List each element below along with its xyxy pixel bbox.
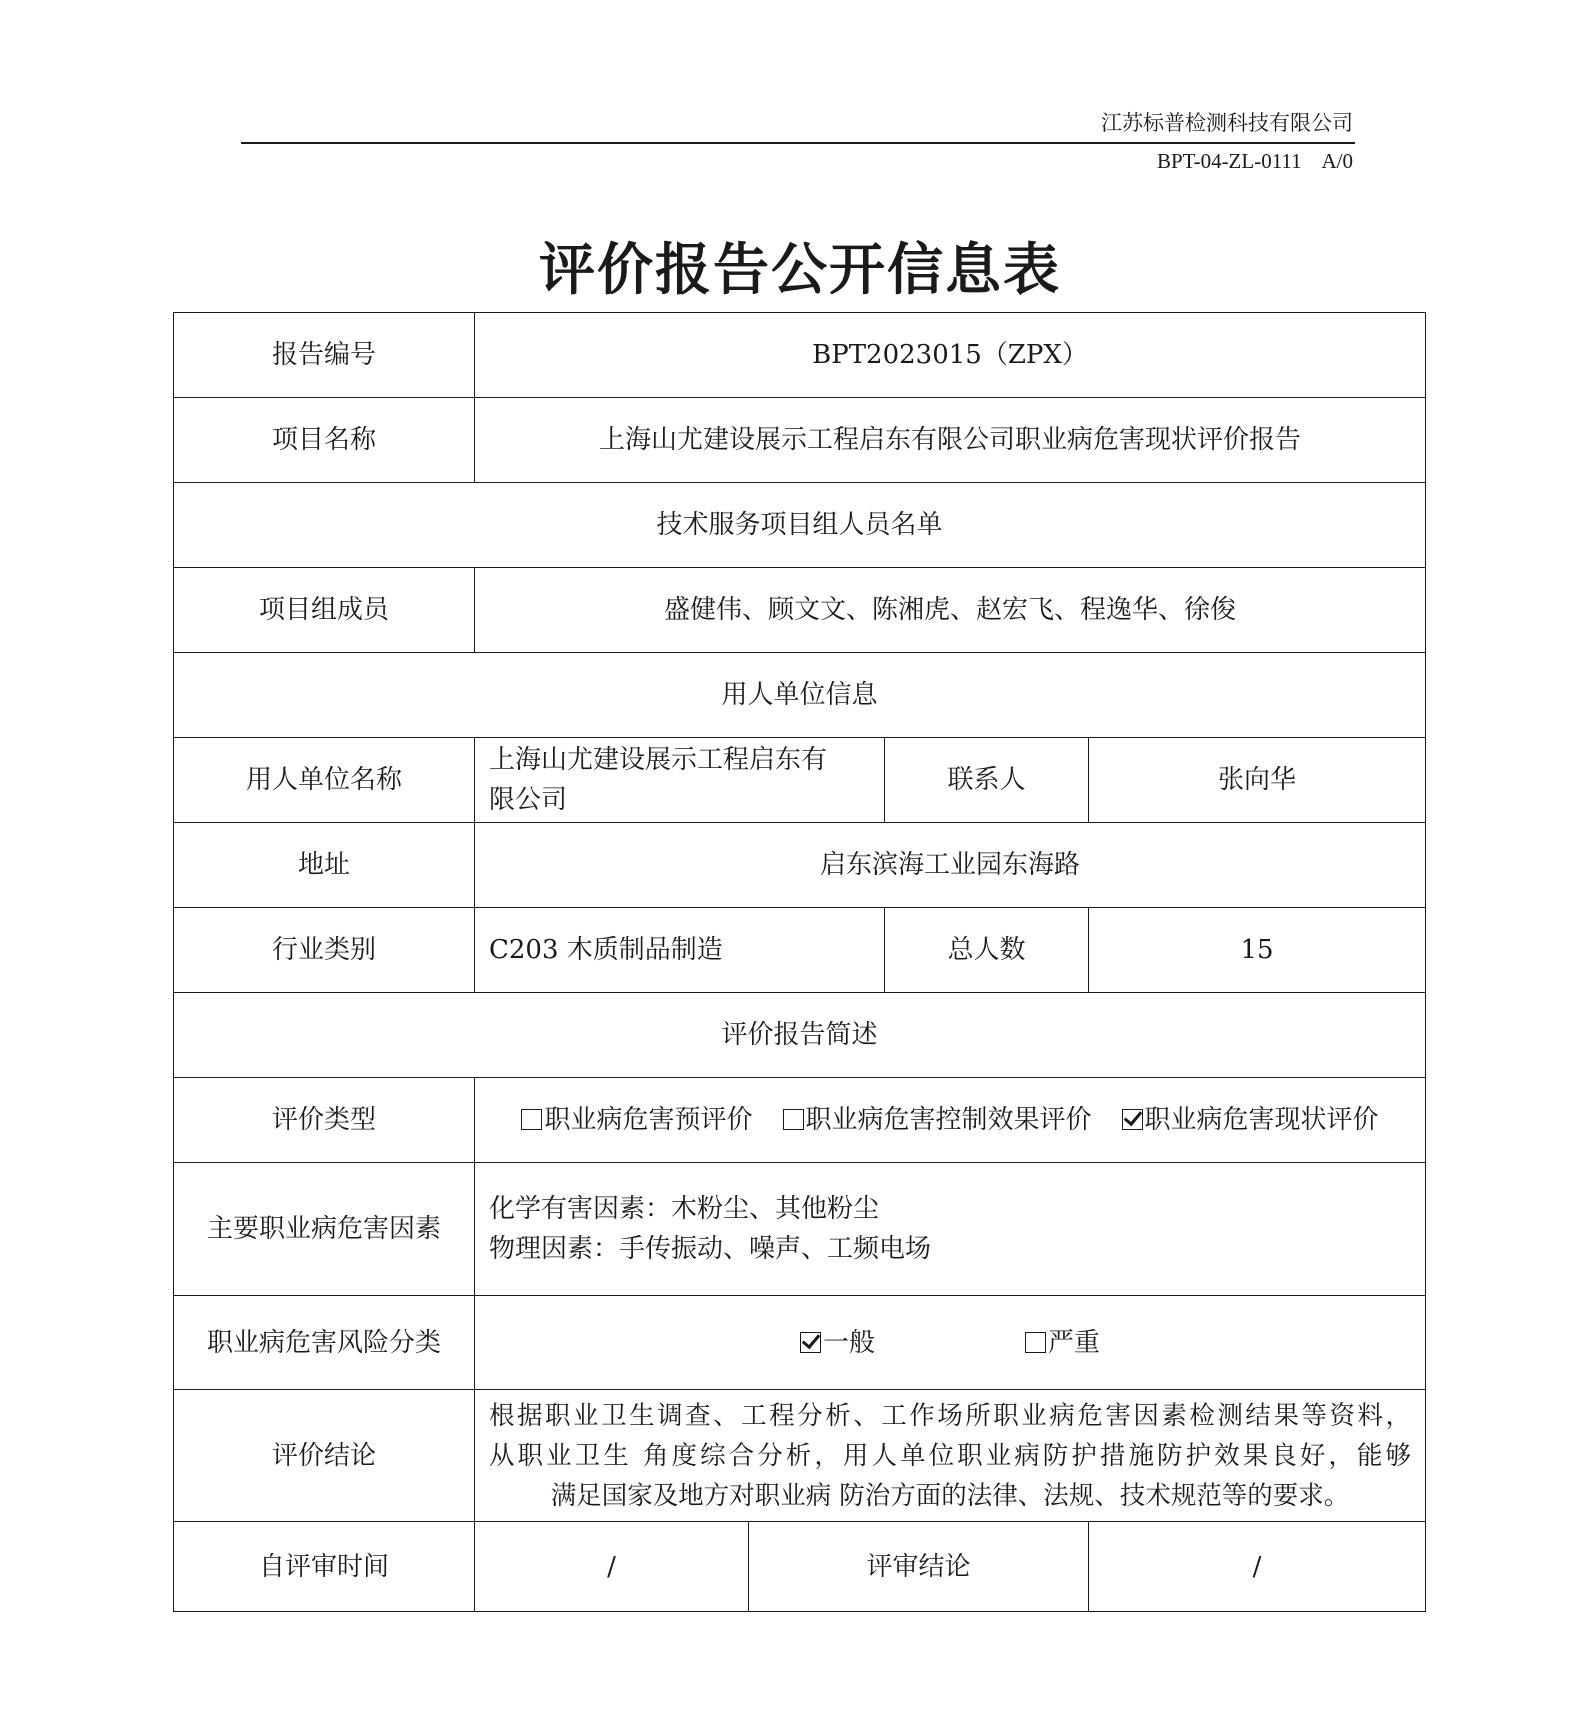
total-value: 15 [1089,908,1426,993]
review-result-label: 评审结论 [749,1522,1089,1612]
checkbox-icon[interactable] [1025,1332,1046,1353]
checkbox-icon[interactable] [521,1109,542,1130]
eval-type-option-control [783,1105,1092,1135]
info-table [173,312,1426,1612]
row-project-name [174,398,1426,483]
row-summary-section [174,993,1426,1078]
row-risk [174,1296,1426,1390]
eval-type-options [475,1078,1426,1163]
eval-type-option-pre [521,1105,752,1135]
employer-value-line2: 限公司 [489,785,568,815]
team-section-heading: 技术服务项目组人员名单 [174,483,1426,568]
report-no-label: 报告编号 [174,313,475,398]
contact-value: 张向华 [1089,738,1426,823]
risk-options [475,1296,1426,1390]
risk-option-normal [800,1328,875,1358]
project-name-label: 项目名称 [174,398,475,483]
industry-label: 行业类别 [174,908,475,993]
checkbox-checked-icon[interactable] [1122,1109,1143,1130]
conclusion-line1: 根据职业卫生调查、工程分析、工作场所职业病危害因素检测结果等资料， [489,1400,1412,1431]
report-no-value: BPT2023015（ZPX） [475,313,1426,398]
conclusion-line3: 满足国家及地方对职业病 防治方面的法律、法规、技术规范等的要求。 [550,1480,1350,1511]
row-hazards [174,1163,1426,1296]
company-name: 江苏标普检测科技有限公司 [1101,111,1353,135]
row-employer [174,738,1426,823]
row-members [174,568,1426,653]
risk-option-serious [1025,1328,1100,1358]
project-name-value: 上海山尤建设展示工程启东有限公司职业病危害现状评价报告 [475,398,1426,483]
contact-label: 联系人 [885,738,1089,823]
risk-label: 职业病危害风险分类 [174,1296,475,1390]
option-label: 一般 [823,1327,876,1358]
address-label: 地址 [174,823,475,908]
option-label: 职业病危害控制效果评价 [805,1105,1092,1135]
option-label: 职业病危害预评价 [544,1105,753,1135]
row-conclusion [174,1390,1426,1522]
employer-value-line1: 上海山尤建设展示工程启东有 [489,745,828,775]
option-label: 严重 [1048,1327,1101,1358]
row-address [174,823,1426,908]
total-label: 总人数 [885,908,1089,993]
employer-value [475,738,885,823]
review-value: / [475,1522,749,1612]
document-code: BPT-04-ZL-0111 A/0 [1156,149,1353,173]
address-value: 启东滨海工业园东海路 [475,823,1426,908]
industry-value: C203 木质制品制造 [475,908,885,993]
page-title: 评价报告公开信息表 [539,237,1061,303]
header-divider [241,142,1355,144]
option-label: 职业病危害现状评价 [1144,1105,1379,1135]
conclusion-line2: 从职业卫生 角度综合分析，用人单位职业病防护措施防护效果良好，能够 [489,1440,1412,1471]
row-report-no [174,313,1426,398]
summary-section-heading: 评价报告简述 [174,993,1426,1078]
employer-section-heading: 用人单位信息 [174,653,1426,738]
hazards-value [475,1163,1426,1296]
members-value: 盛健伟、顾文文、陈湘虎、赵宏飞、程逸华、徐俊 [475,568,1426,653]
checkbox-checked-icon[interactable] [800,1332,821,1353]
hazards-line1: 化学有害因素：木粉尘、其他粉尘 [489,1194,880,1224]
hazards-label: 主要职业病危害因素 [174,1163,475,1296]
review-label: 自评审时间 [174,1522,475,1612]
page-header [241,108,1355,176]
employer-label: 用人单位名称 [174,738,475,823]
row-eval-type [174,1078,1426,1163]
conclusion-value [475,1390,1426,1522]
row-industry [174,908,1426,993]
row-team-section [174,483,1426,568]
eval-type-option-status [1122,1105,1379,1135]
hazards-line2: 物理因素：手传振动、噪声、工频电场 [489,1234,932,1264]
members-label: 项目组成员 [174,568,475,653]
row-review [174,1522,1426,1612]
eval-type-label: 评价类型 [174,1078,475,1163]
conclusion-label: 评价结论 [174,1390,475,1522]
row-employer-section [174,653,1426,738]
review-result-value: / [1089,1522,1426,1612]
checkbox-icon[interactable] [783,1109,804,1130]
